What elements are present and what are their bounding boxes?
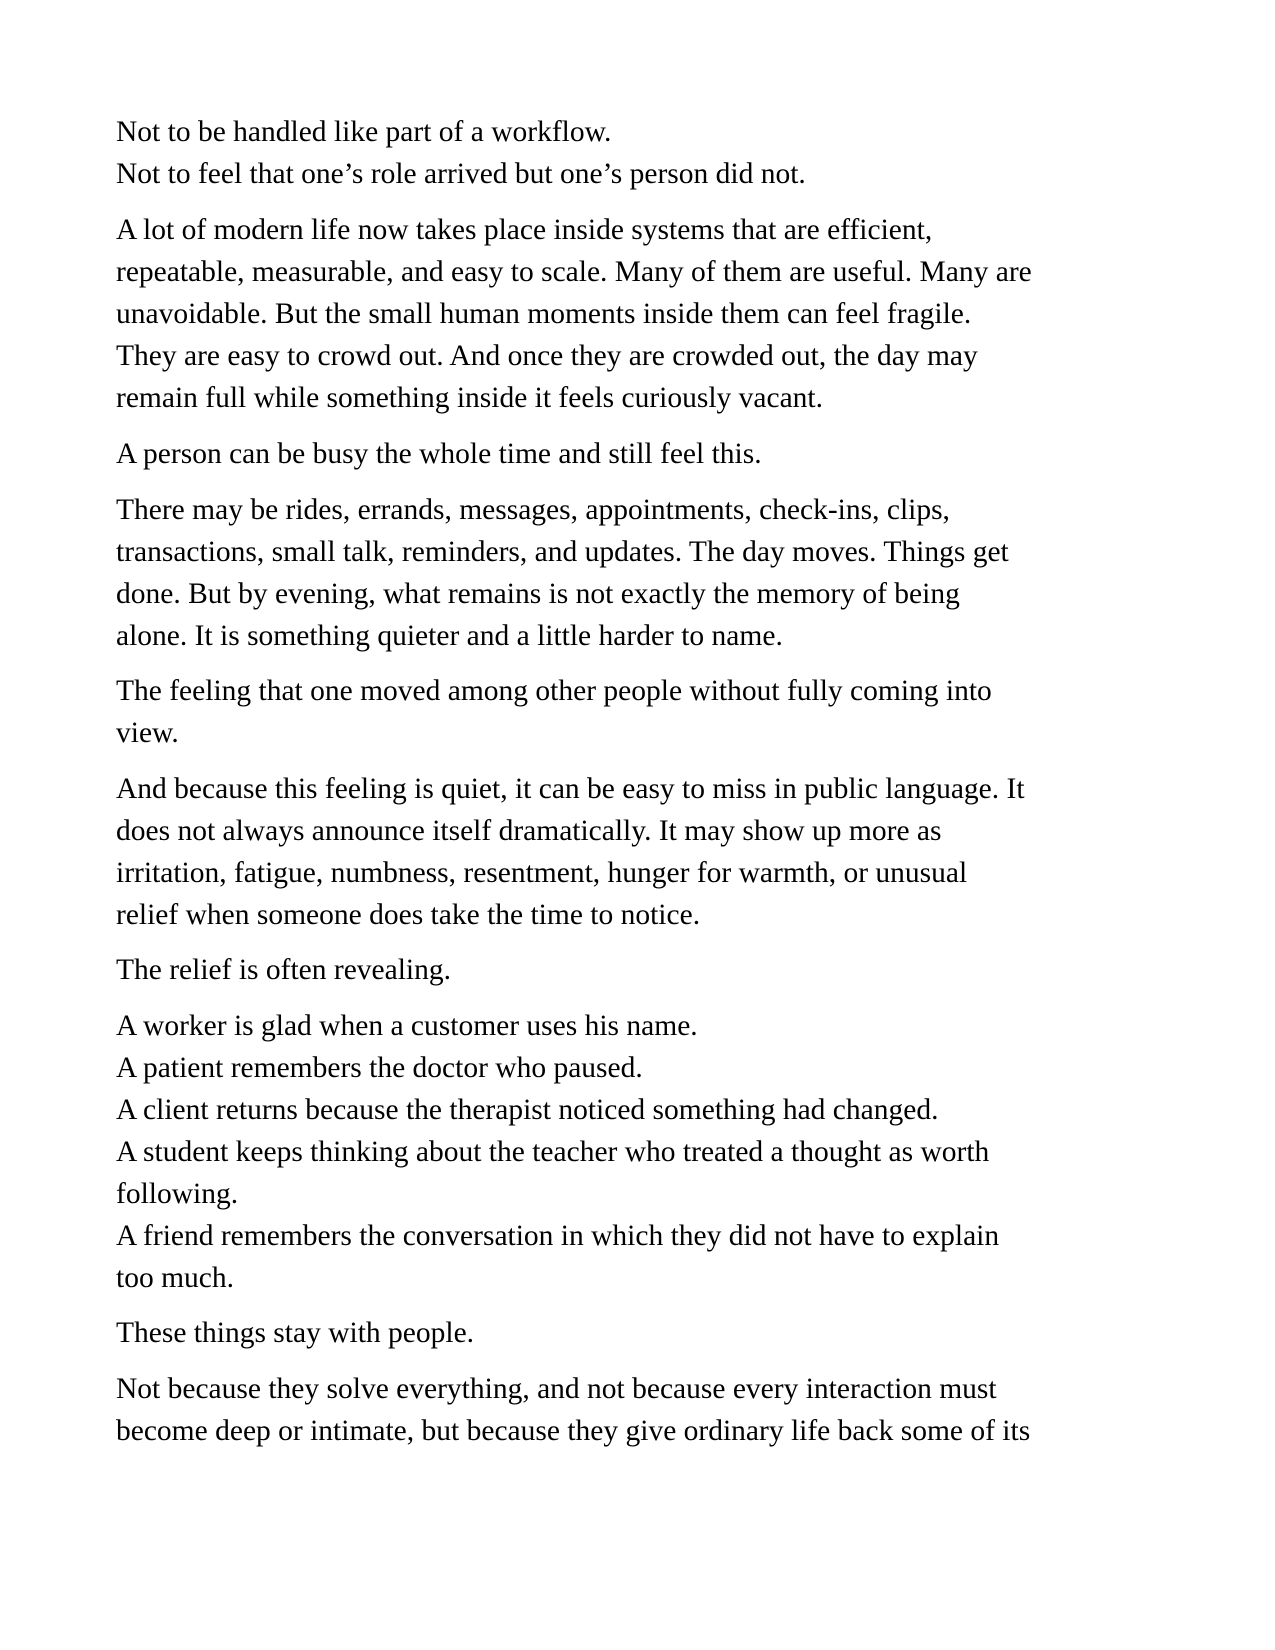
text-line: A friend remembers the conversation in which they did not have to explain (116, 1220, 1000, 1252)
text-line: become deep or intimate, but because they give ordinary life back some of its (116, 1415, 1031, 1447)
text-line: These things stay with people. (116, 1317, 475, 1349)
text-line: does not always announce itself dramatically. It may show up more as (116, 815, 942, 847)
text-line: The relief is often revealing. (116, 954, 452, 986)
text-line: remain full while something inside it feels curiously vacant. (116, 382, 824, 414)
text-line: relief when someone does take the time to notice. (116, 899, 701, 931)
text-line: unavoidable. But the small human moments inside them can feel fragile. (116, 298, 972, 330)
text-line: They are easy to crowd out. And once they are crowded out, the day may (116, 340, 978, 372)
text-line: Not because they solve everything, and not because every interaction must (116, 1373, 997, 1405)
text-line: A client returns because the therapist noticed something had changed. (116, 1094, 939, 1126)
text-line: There may be rides, errands, messages, appointments, check-ins, clips, (116, 494, 950, 526)
text-line: alone. It is something quieter and a little harder to name. (116, 620, 783, 652)
text-line: The feeling that one moved among other people without fully coming into (116, 675, 992, 707)
text-line: A student keeps thinking about the teacher who treated a thought as worth (116, 1136, 990, 1168)
text-line: irritation, fatigue, numbness, resentment, hunger for warmth, or unusual (116, 857, 968, 889)
text-line: Not to be handled like part of a workflow. (116, 116, 612, 148)
text-line: view. (116, 717, 179, 749)
text-line: And because this feeling is quiet, it can be easy to miss in public language. It (116, 773, 1025, 805)
text-line: A lot of modern life now takes place inside systems that are efficient, (116, 214, 933, 246)
text-line: transactions, small talk, reminders, and updates. The day moves. Things get (116, 536, 1009, 568)
text-line: following. (116, 1178, 239, 1210)
text-line: A patient remembers the doctor who paused. (116, 1052, 643, 1084)
text-line: repeatable, measurable, and easy to scale. Many of them are useful. Many are (116, 256, 1032, 288)
text-line: too much. (116, 1262, 234, 1294)
text-line: Not to feel that one’s role arrived but one’s person did not. (116, 158, 806, 190)
text-line: A worker is glad when a customer uses his name. (116, 1010, 698, 1042)
text-line: done. But by evening, what remains is not exactly the memory of being (116, 578, 960, 610)
text-line: A person can be busy the whole time and still feel this. (116, 438, 762, 470)
